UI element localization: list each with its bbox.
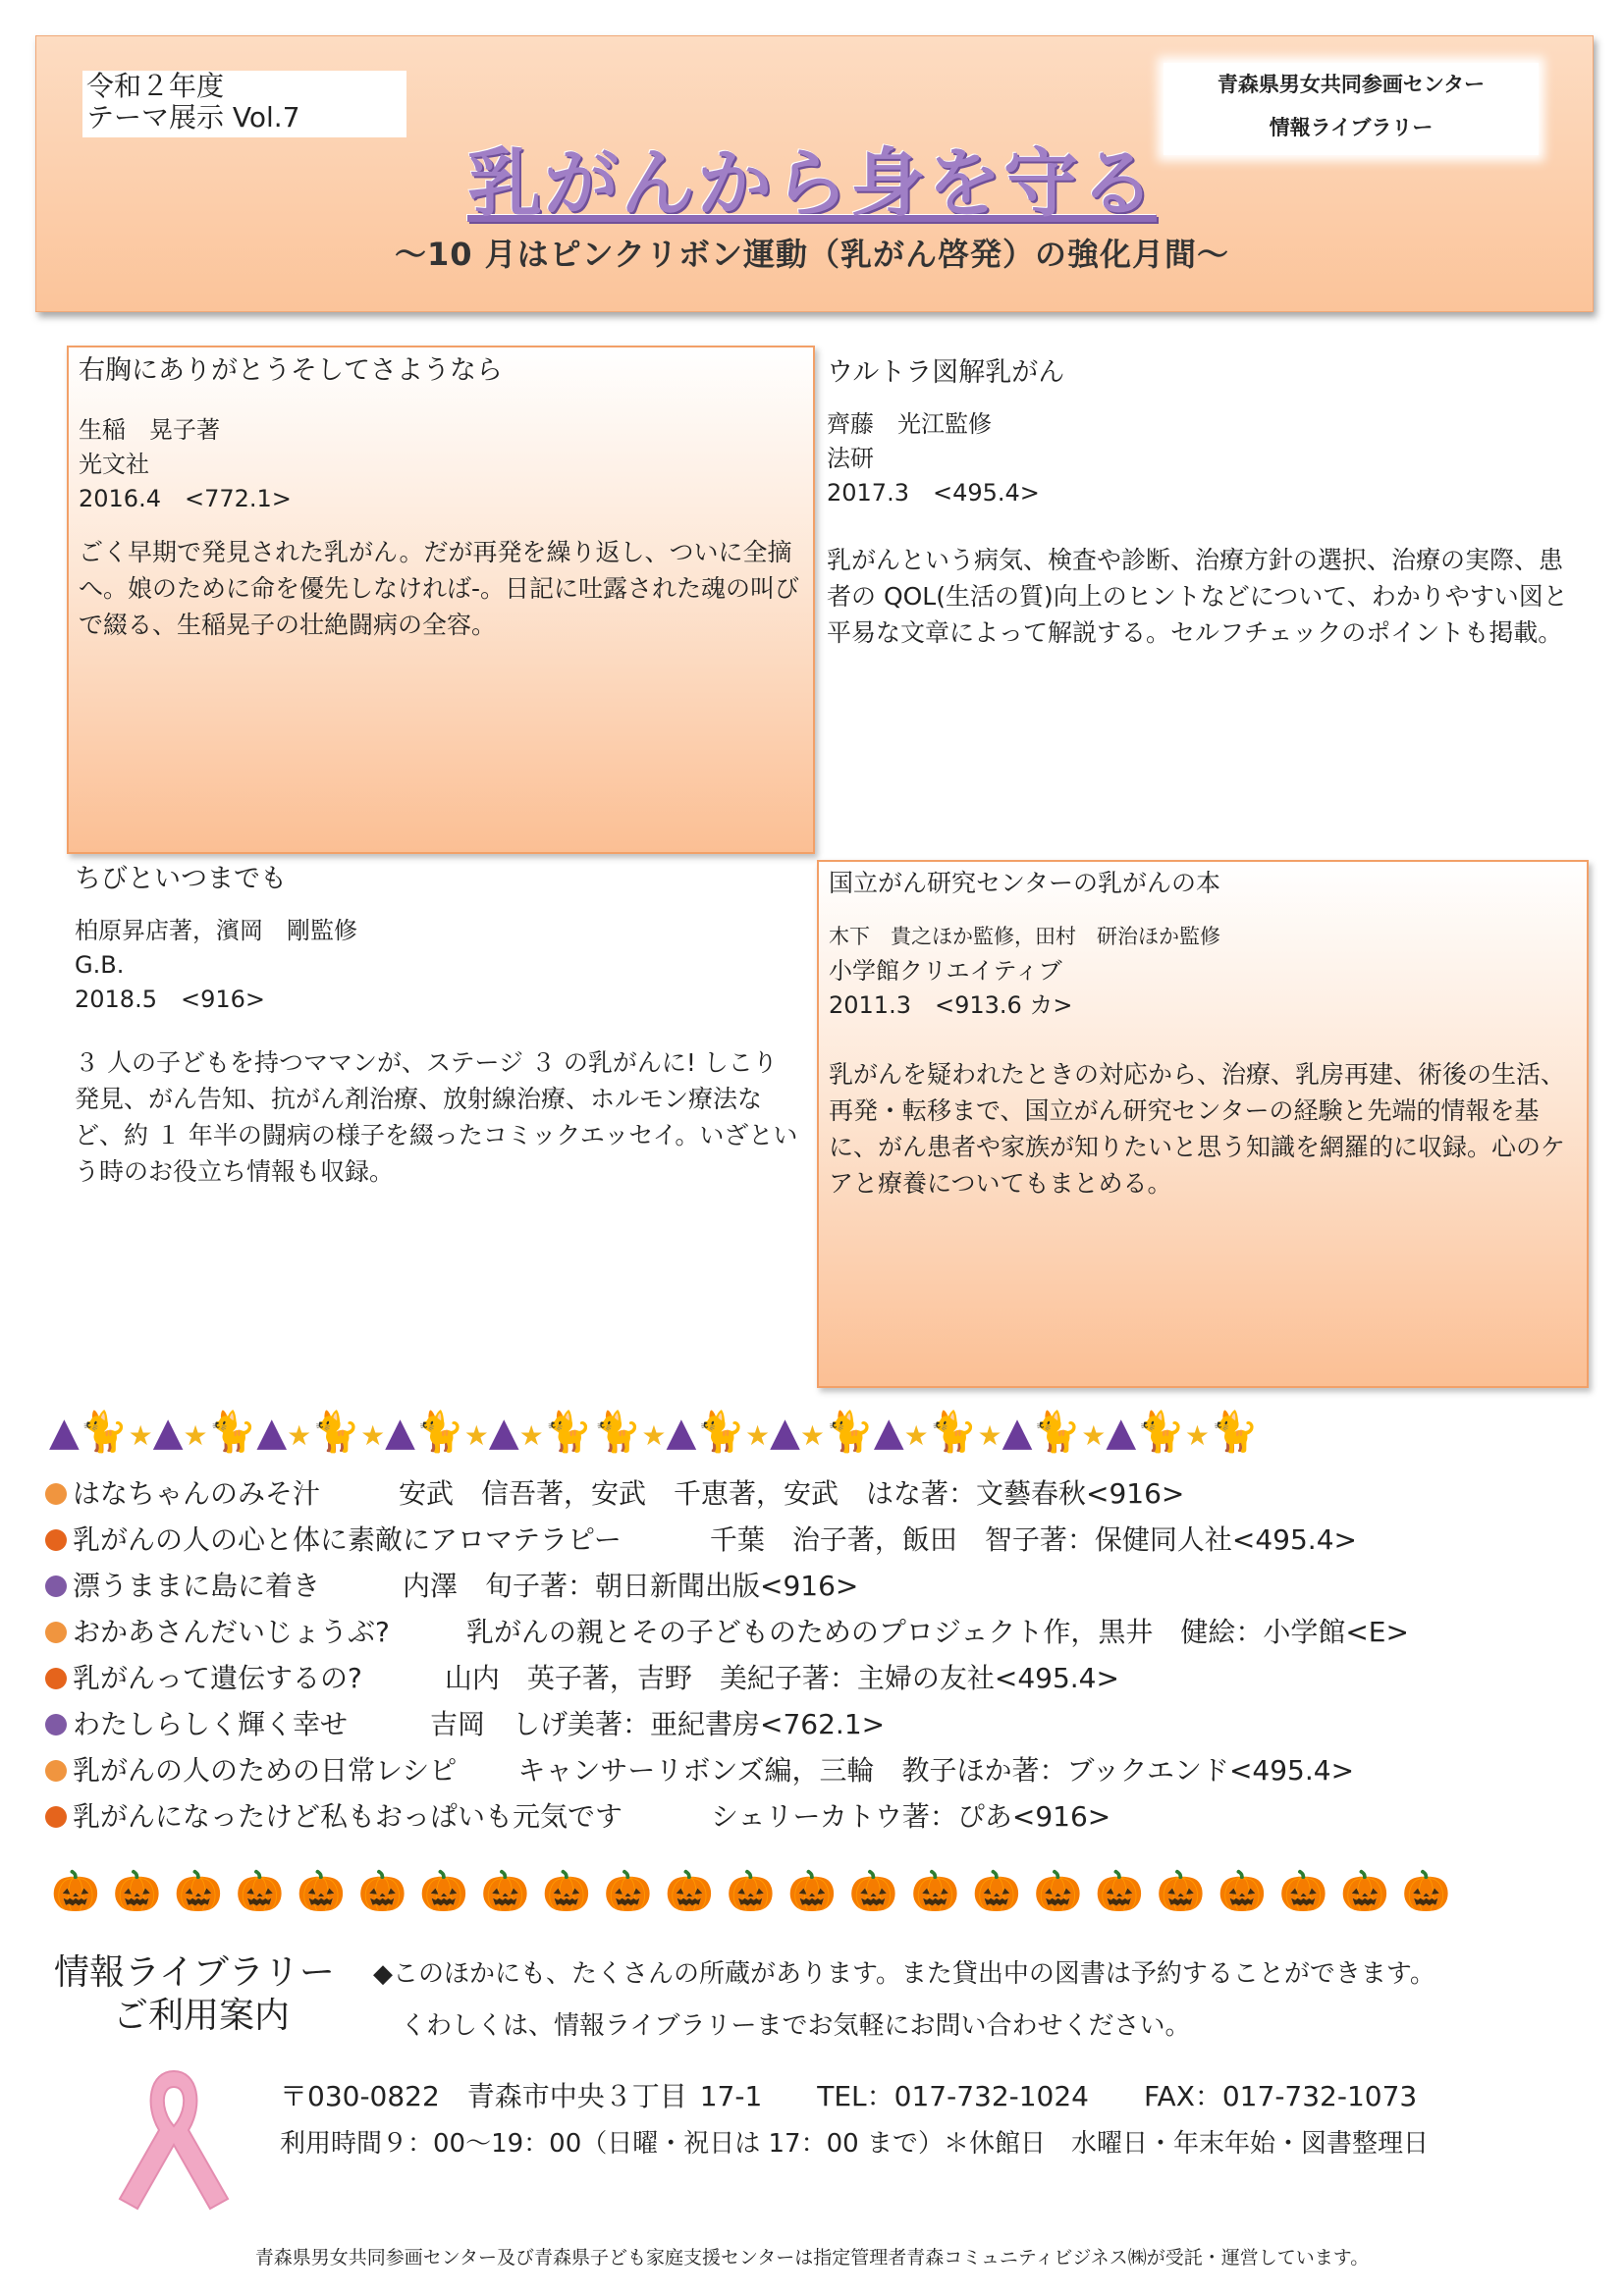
black-cat-icon: 🐈	[696, 1410, 746, 1455]
star-icon: ★	[1184, 1419, 1211, 1452]
black-cat-icon: 🐈	[311, 1410, 361, 1455]
list-item-title: 乳がんって遺伝するの?	[73, 1662, 362, 1694]
list-item-info: 安武 信吾著，安武 千恵著，安武 はな著：文藝春秋<916>	[399, 1477, 1185, 1510]
jack-o-lantern-icon: 🎃	[1278, 1869, 1328, 1914]
list-item-title: 乳がんの人の心と体に素敵にアロマテラピー	[73, 1523, 622, 1556]
list-item	[45, 1795, 1597, 1842]
book-description: 乳がんを疑われたときの対応から、治療、乳房再建、術後の生活、再発・転移まで、国立がん研究センターの経験と先端的情報を基に、がん患者や家族が知りたいと思う知識を網羅的に収録。心のケアと療養についてもまとめる。	[829, 1060, 1566, 1198]
star-icon: ★	[1081, 1419, 1107, 1452]
bullet-dot	[45, 1760, 67, 1782]
book-publisher: 光文社	[79, 451, 149, 478]
witch-hat-icon: ▲	[49, 1410, 80, 1455]
witch-hat-icon: ▲	[152, 1410, 184, 1455]
jack-o-lantern-icon: 🎃	[419, 1869, 468, 1914]
jack-o-lantern-icon: 🎃	[297, 1869, 346, 1914]
book-author: 柏原昇店著，濱岡 剛監修	[75, 917, 357, 944]
bullet-dot	[45, 1806, 67, 1828]
inquiry-note: くわしくは、情報ライブラリーまでお気軽にお問い合わせください。	[401, 2011, 1191, 2041]
book-publisher: 小学館クリエイティブ	[829, 957, 1062, 985]
jack-o-lantern-icon: 🎃	[51, 1869, 100, 1914]
library-guide-title: 情報ライブラリー	[54, 1952, 335, 1993]
black-cat-icon: 🐈	[825, 1410, 874, 1455]
list-item	[45, 1472, 1597, 1519]
witch-hat-icon: ▲	[666, 1410, 697, 1455]
list-item-title: わたしらしく輝く幸せ	[73, 1708, 349, 1740]
black-cat-icon: 🐈	[1136, 1410, 1185, 1455]
library-address: 〒030-0822 青森市中央３丁目 17-1 TEL：017-732-1024 FAX：017-732-1073	[280, 2080, 1418, 2112]
star-icon: ★	[360, 1419, 386, 1452]
bullet-dot	[45, 1668, 67, 1689]
black-cat-icon: 🐈	[79, 1410, 129, 1455]
jack-o-lantern-icon: 🎃	[357, 1869, 407, 1914]
pumpkin-border	[51, 1865, 1578, 1924]
book-description: 乳がんという病気、検査や診断、治療方針の選択、治療の実際、患者の QOL(生活の質)向上のヒントなどについて、わかりやすい図と平易な文章によって解説する。セルフチェックのポイントも掲載。	[827, 546, 1568, 647]
list-item-title: はなちゃんのみそ汁	[73, 1477, 321, 1510]
witch-hat-icon: ▲	[873, 1410, 904, 1455]
list-item-info: 内澤 旬子著：朝日新聞出版<916>	[403, 1570, 859, 1602]
book-date-call-number: 2016.4 <772.1>	[79, 485, 292, 512]
star-icon: ★	[183, 1419, 208, 1452]
jack-o-lantern-icon: 🎃	[665, 1869, 715, 1914]
witch-hat-icon: ▲	[1106, 1410, 1137, 1455]
list-item-info: 吉岡 しげ美著：亜紀書房<762.1>	[430, 1708, 886, 1740]
jack-o-lantern-icon: 🎃	[112, 1869, 162, 1914]
jack-o-lantern-icon: 🎃	[235, 1869, 285, 1914]
star-icon: ★	[518, 1419, 544, 1452]
library-hours: 利用時間９：00～19：00（日曜・祝日は 17：00 まで）＊休館日 水曜日・年末年始・図書整理日	[280, 2129, 1429, 2159]
list-item	[45, 1657, 1597, 1703]
jack-o-lantern-icon: 🎃	[480, 1869, 530, 1914]
bullet-dot	[45, 1529, 67, 1551]
book-entry-1	[79, 353, 805, 643]
halloween-cat-border	[49, 1406, 1576, 1465]
bullet-dot	[45, 1483, 67, 1505]
jack-o-lantern-icon: 🎃	[603, 1869, 653, 1914]
star-icon: ★	[745, 1419, 771, 1452]
list-item	[45, 1749, 1597, 1795]
jack-o-lantern-icon: 🎃	[971, 1869, 1021, 1914]
jack-o-lantern-icon: 🎃	[848, 1869, 898, 1914]
witch-hat-icon: ▲	[256, 1410, 288, 1455]
organization-name: 青森県男女共同参画センター	[1217, 73, 1486, 96]
bullet-dot	[45, 1714, 67, 1735]
list-item-info: 山内 英子著，吉野 美紀子著：主婦の友社<495.4>	[444, 1662, 1119, 1694]
book-publisher: 法研	[827, 445, 874, 472]
star-icon: ★	[463, 1419, 489, 1452]
management-credit: 青森県男女共同参画センター及び青森県子ども家庭支援センターは指定管理者青森コミュニティビジネス㈱が受託・運営しています。	[254, 2247, 1370, 2269]
book-publisher: G.B.	[75, 951, 125, 979]
black-cat-icon: 🐈	[414, 1410, 464, 1455]
pink-ribbon-icon	[90, 2052, 257, 2218]
book-entry-3	[75, 862, 801, 1190]
witch-hat-icon: ▲	[488, 1410, 519, 1455]
page-title: 乳がんから身を守る	[467, 139, 1157, 227]
book-author: 齊藤 光江監修	[827, 410, 992, 438]
star-icon: ★	[287, 1419, 312, 1452]
list-item-info: 千葉 治子著，飯田 智子著：保健同人社<495.4>	[709, 1523, 1357, 1556]
jack-o-lantern-icon: 🎃	[1340, 1869, 1389, 1914]
black-cat-icon: 🐈	[207, 1410, 257, 1455]
list-item	[45, 1519, 1597, 1565]
star-icon: ★	[799, 1419, 826, 1452]
book-title: ウルトラ図解乳がん	[827, 357, 1065, 388]
book-entry-4	[829, 866, 1575, 1201]
bullet-dot	[45, 1575, 67, 1597]
book-date-call-number: 2018.5 <916>	[75, 986, 266, 1013]
library-guide-heading	[54, 1951, 335, 2038]
list-item-title: 乳がんになったけど私もおっぱいも元気です	[73, 1800, 623, 1833]
jack-o-lantern-icon: 🎃	[1156, 1869, 1206, 1914]
jack-o-lantern-icon: 🎃	[174, 1869, 223, 1914]
list-item	[45, 1611, 1597, 1657]
witch-hat-icon: ▲	[770, 1410, 800, 1455]
black-cat-icon: 🐈	[543, 1410, 593, 1455]
jack-o-lantern-icon: 🎃	[542, 1869, 592, 1914]
book-entry-2	[827, 355, 1573, 651]
list-item-title: おかあさんだいじょうぶ?	[73, 1616, 390, 1648]
book-author: 木下 貴之ほか監修，田村 研治ほか監修	[829, 925, 1220, 948]
witch-hat-icon: ▲	[385, 1410, 415, 1455]
book-description: ３ 人の子どもを持つママンが、ステージ ３ の乳がんに! しこり発見、がん告知、抗がん剤治療、放射線治療、ホルモン療法など、約 １ 年半の闘病の様子を綴ったコミックエッセイ。いざという時のお役立ち情報も収録。	[75, 1048, 798, 1186]
jack-o-lantern-icon: 🎃	[1218, 1869, 1267, 1914]
list-item-title: 漂うままに島に着き	[73, 1570, 321, 1602]
jack-o-lantern-icon: 🎃	[1401, 1869, 1451, 1914]
list-item	[45, 1565, 1597, 1611]
book-description: ごく早期で発見された乳がん。だが再発を繰り返し、ついに全摘へ。娘のために命を優先しなければ-。日記に吐露された魂の叫びで綴る、生稲晃子の壮絶闘病の全容。	[79, 538, 800, 639]
book-date-call-number: 2017.3 <495.4>	[827, 479, 1040, 507]
jack-o-lantern-icon: 🎃	[910, 1869, 960, 1914]
library-guide-subtitle: ご利用案内	[113, 1996, 291, 2036]
black-cat-icon: 🐈	[592, 1410, 642, 1455]
list-item-title: 乳がんの人のための日常レシピ	[73, 1754, 458, 1787]
jack-o-lantern-icon: 🎃	[1033, 1869, 1083, 1914]
star-icon: ★	[977, 1419, 1002, 1452]
bullet-dot	[45, 1622, 67, 1643]
page-subtitle: ～10 月はピンクリボン運動（乳がん啓発）の強化月間～	[394, 236, 1230, 273]
star-icon: ★	[128, 1419, 153, 1452]
book-title: 国立がん研究センターの乳がんの本	[829, 869, 1221, 897]
star-icon: ★	[641, 1419, 667, 1452]
additional-book-list	[45, 1472, 1597, 1842]
black-cat-icon: 🐈	[1210, 1410, 1259, 1455]
library-name: 情報ライブラリー	[1269, 116, 1434, 139]
list-item	[45, 1703, 1597, 1749]
black-cat-icon: 🐈	[1032, 1410, 1082, 1455]
book-title: ちびといつまでも	[75, 864, 287, 894]
collection-note: ◆このほかにも、たくさんの所蔵があります。また貸出中の図書は予約することができます。	[373, 1959, 1435, 1989]
jack-o-lantern-icon: 🎃	[726, 1869, 776, 1914]
list-item-info: 乳がんの親とその子どものためのプロジェクト作，黒井 健絵：小学館<E>	[465, 1616, 1409, 1648]
list-item-info: キャンサーリボンズ編，三輪 教子ほか著：ブックエンド<495.4>	[517, 1754, 1355, 1787]
jack-o-lantern-icon: 🎃	[787, 1869, 838, 1914]
witch-hat-icon: ▲	[1001, 1410, 1033, 1455]
jack-o-lantern-icon: 🎃	[1095, 1869, 1144, 1914]
black-cat-icon: 🐈	[928, 1410, 978, 1455]
star-icon: ★	[903, 1419, 929, 1452]
book-date-call-number: 2011.3 <913.6 カ>	[829, 991, 1073, 1019]
book-title: 右胸にありがとうそしてさようなら	[79, 355, 503, 386]
book-author: 生稲 晃子著	[79, 416, 220, 444]
fiscal-year: 令和２年度	[86, 70, 225, 102]
list-item-info: シェリーカトウ著：ぴあ<916>	[711, 1800, 1111, 1833]
exhibit-volume: テーマ展示 Vol.7	[86, 101, 300, 133]
